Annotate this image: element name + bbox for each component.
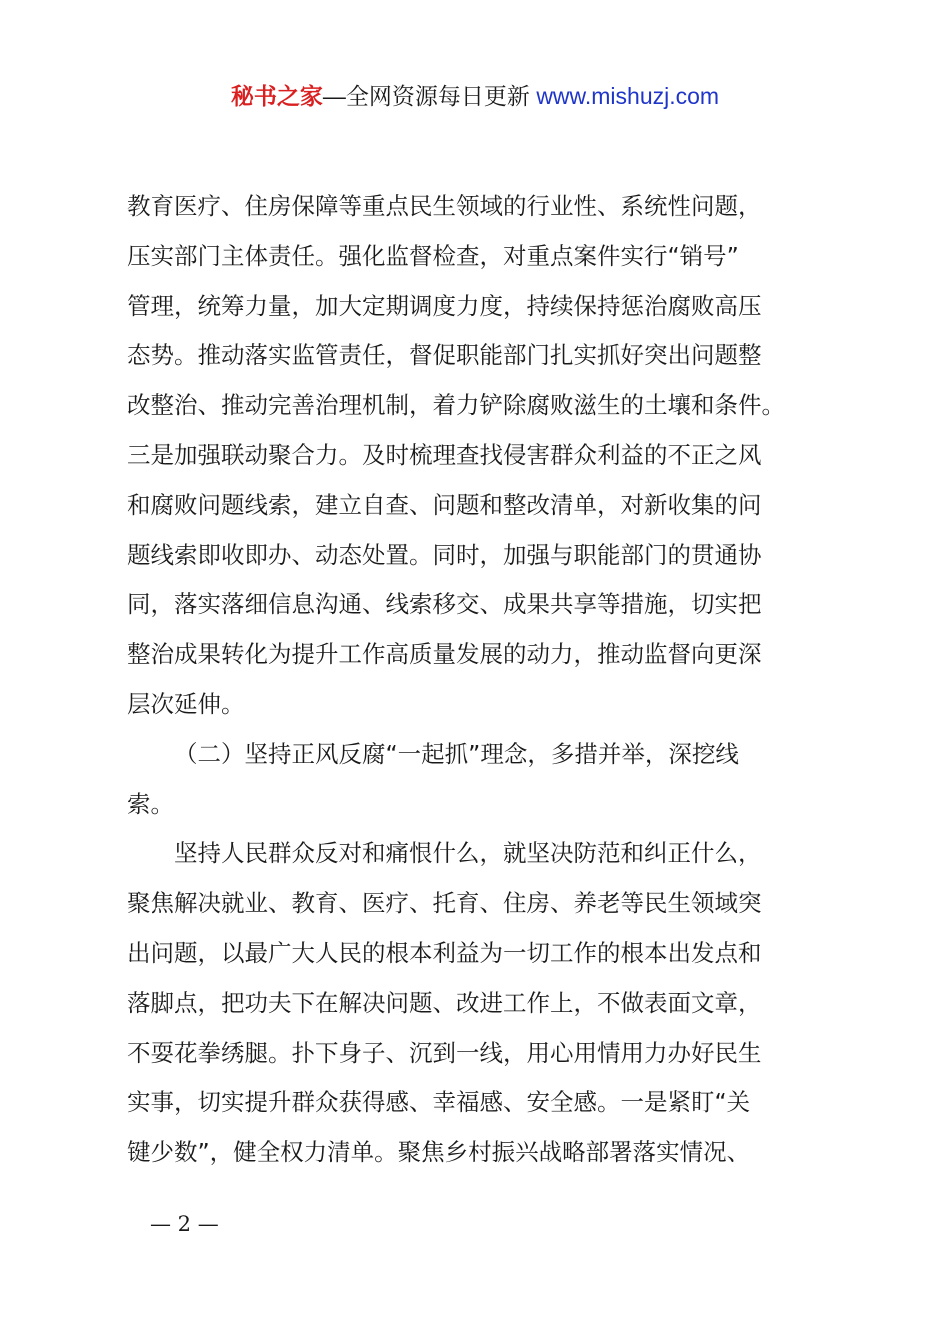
- text-line: 态势。推动落实监管责任，督促职能部门扎实抓好突出问题整: [127, 341, 762, 370]
- text-line: 压实部门主体责任。强化监督检查，对重点案件实行“销号”: [127, 241, 739, 270]
- section-heading: （二）坚持正风反腐“一起抓”理念，多措并举，深挖线: [174, 739, 739, 768]
- text-line: 教育医疗、住房保障等重点民生领域的行业性、系统性问题，: [127, 192, 762, 220]
- brand-name: 秘书之家: [230, 83, 323, 109]
- document-body: [127, 182, 837, 1178]
- page-number: — 2 —: [150, 1212, 219, 1236]
- header-tagline: —全网资源每日更新: [322, 83, 537, 109]
- text-line: 题线索即收即办、动态处置。同时，加强与职能部门的贯通协: [127, 540, 762, 569]
- text-line: 层次延伸。: [127, 689, 245, 718]
- section-heading-continued: 索。: [127, 789, 174, 818]
- text-line: 落脚点，把功夫下在解决问题、改进工作上，不做表面文章，: [127, 988, 762, 1017]
- site-header: [0, 80, 950, 112]
- text-line: 整治成果转化为提升工作高质量发展的动力，推动监督向更深: [127, 640, 762, 669]
- text-line: 出问题，以最广大人民的根本利益为一切工作的根本出发点和: [127, 938, 762, 967]
- text-line: 不耍花拳绣腿。扑下身子、沉到一线，用心用情用力办好民生: [127, 1038, 762, 1067]
- paragraph-start: 坚持人民群众反对和痛恨什么，就坚决防范和纠正什么，: [174, 839, 762, 868]
- site-url: www.mishuzj.com: [536, 83, 720, 109]
- text-line: 三是加强联动聚合力。及时梳理查找侵害群众利益的不正之风: [127, 440, 762, 469]
- text-line: 实事，切实提升群众获得感、幸福感、安全感。一是紧盯“关: [127, 1088, 751, 1117]
- text-line: 键少数”，健全权力清单。聚焦乡村振兴战略部署落实情况、: [127, 1138, 751, 1167]
- text-line: 同，落实落细信息沟通、线索移交、成果共享等措施，切实把: [127, 590, 762, 619]
- text-line: 管理，统筹力量，加大定期调度力度，持续保持惩治腐败高压: [127, 291, 762, 320]
- text-line: 和腐败问题线索，建立自查、问题和整改清单，对新收集的问: [127, 490, 762, 519]
- text-line: 改整治、推动完善治理机制，着力铲除腐败滋生的土壤和条件。: [127, 391, 785, 420]
- text-line: 聚焦解决就业、教育、医疗、托育、住房、养老等民生领域突: [127, 889, 762, 918]
